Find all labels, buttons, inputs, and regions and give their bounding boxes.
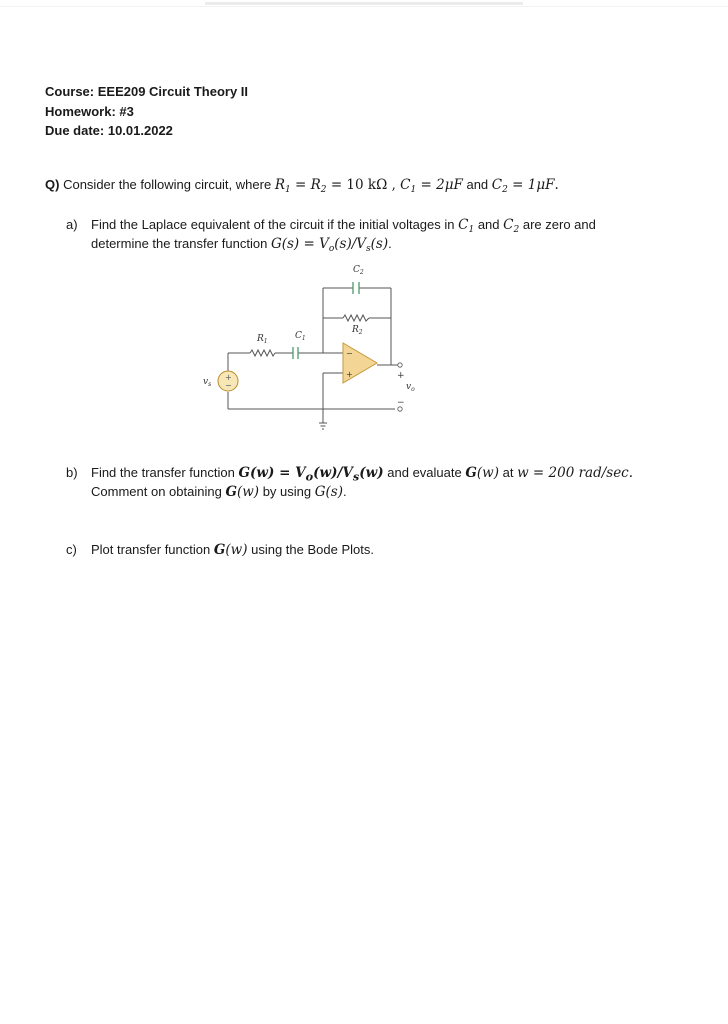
question-label: Q) xyxy=(45,177,60,192)
output-terminal-top xyxy=(398,363,402,367)
top-edge-shade xyxy=(205,2,523,5)
output-minus-sign: − xyxy=(397,398,405,408)
part-b-line1: Find the transfer function $G(w) = V_o(w)/V_s(w)$ and evaluate G(w) at w = 200 rad/sec. xyxy=(91,465,634,484)
c1-label: $C_1$ xyxy=(295,331,306,342)
r2-resistor xyxy=(343,315,369,321)
part-b-label: b) xyxy=(66,465,78,480)
opamp-inverting-sign: − xyxy=(346,349,353,358)
homework-line: Homework: #3 xyxy=(45,103,134,119)
circuit-diagram xyxy=(195,260,425,445)
document-header xyxy=(45,82,248,141)
r1-resistor xyxy=(250,350,275,356)
r2-label: $R_2$ xyxy=(352,325,363,336)
part-c-line: Plot transfer function G(w) using the Bode Plots. xyxy=(91,542,374,558)
course-line: Course: EEE209 Circuit Theory II xyxy=(45,84,249,99)
top-edge-line xyxy=(0,6,728,7)
part-a-line1: Find the Laplace equivalent of the circuit if the initial voltages in $C_1$ and $C_2$ are zero and xyxy=(91,217,596,235)
r1-label: $R_1$ xyxy=(257,334,268,345)
part-b-line2: Comment on obtaining G(w) by using G(s). xyxy=(91,484,347,500)
question-math: $R_1 = R_2 = 10$ kΩ , $C_1 = 2\mu F$ xyxy=(274,177,463,195)
opamp-noninverting-sign: + xyxy=(346,370,353,379)
part-a-line2: determine the transfer function $G(s) = V_o(s)/V_s(s)$. xyxy=(91,236,392,254)
c2-label: $C_2$ xyxy=(353,265,364,276)
source-minus-sign: − xyxy=(225,381,232,390)
part-a-label: a) xyxy=(66,217,78,232)
part-c-label: c) xyxy=(66,542,77,557)
vs-label: $v_s$ xyxy=(203,377,212,388)
output-plus-sign: + xyxy=(397,371,405,381)
question-text: Consider the following circuit, where xyxy=(63,177,272,192)
vo-label: $v_o$ xyxy=(406,382,415,393)
and-word: and xyxy=(462,177,492,192)
source-plus-sign: + xyxy=(225,373,232,382)
question-line xyxy=(45,177,559,193)
question-math-2: $C_2 = 1\mu F$. xyxy=(491,177,559,195)
due-date-line: Due date: 10.01.2022 xyxy=(45,123,173,138)
